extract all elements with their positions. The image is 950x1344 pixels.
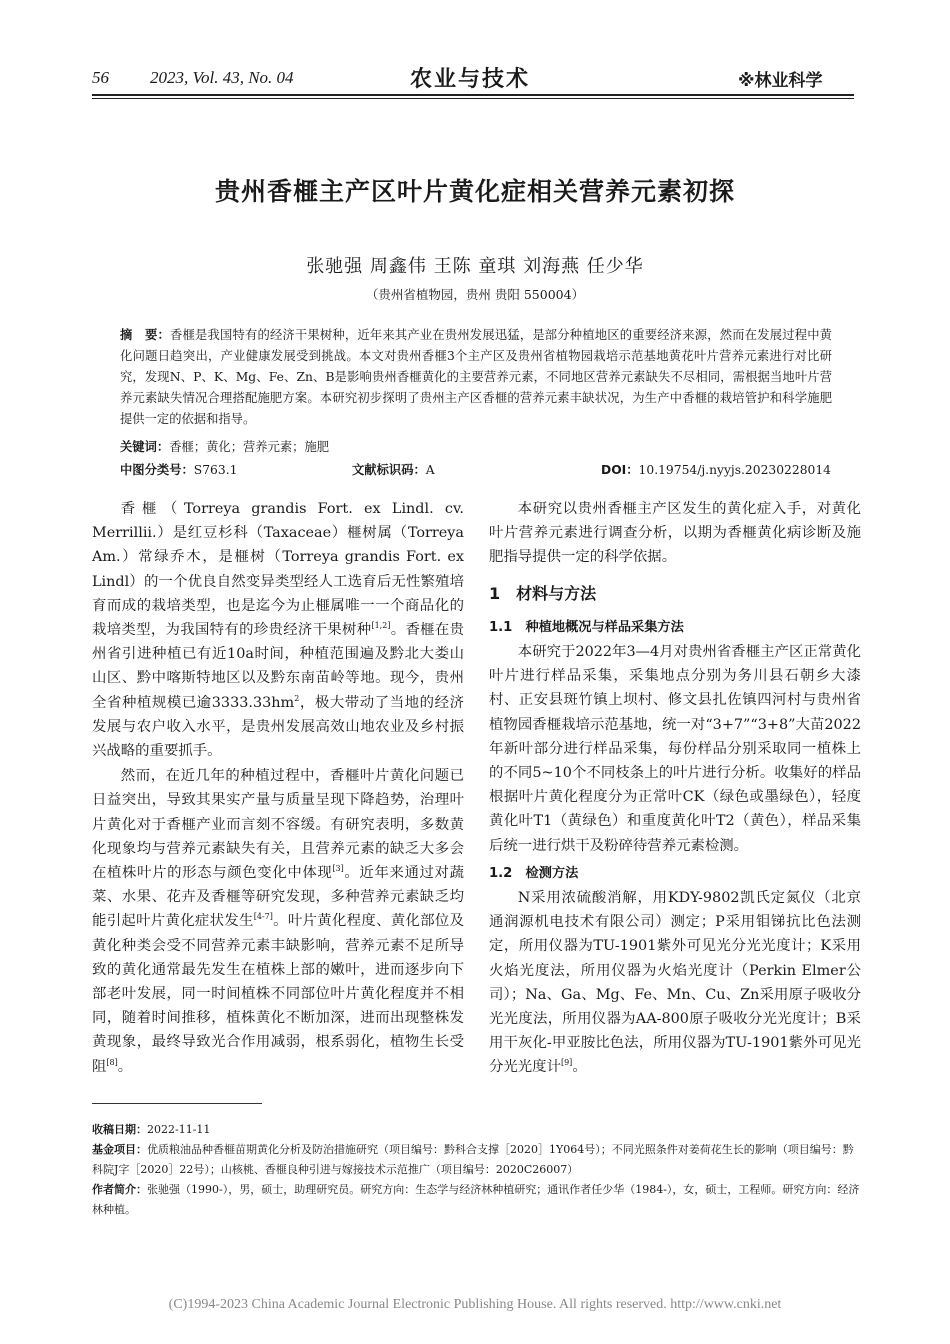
- doi: [601, 460, 831, 478]
- methods-paragraph-2: N采用浓硫酸消解，用KDY-9802凯氏定氮仪（北京通润源机电技术有限公司）测定；P采用钼锑抗比色法测定，所用仪器为TU-1901紫外可见光分光光度计；K采用火焰光度法，所用仪器为火焰光度计（Perkin Elmer公司）；Na、Ga、Mg、Fe、Mn、Cu、Zn采用原子吸收分光光度法，所用仪器为AA-800原子吸收分光光度计；B采用干灰化-甲亚胺比色法，所用仪器为TU-1901紫外可见光分光光度计[9]。: [489, 890, 861, 1076]
- journal-name: 农业与技术: [410, 67, 531, 92]
- classification-label: 中图分类号：: [120, 463, 194, 477]
- footnote-rule: [92, 1103, 262, 1104]
- citation[interactable]: [9]: [560, 1058, 573, 1068]
- doc-code-label: 文献标识码：: [352, 463, 426, 477]
- author-list: 张驰强 周鑫伟 王陈 童琪 刘海燕 任少华: [306, 256, 644, 277]
- footnotes: [92, 1120, 862, 1220]
- journal-issue: 2023, Vol. 43, No. 04: [150, 68, 294, 87]
- citation[interactable]: [3]: [332, 864, 344, 874]
- received-date: 收稿日期：2022-11-11: [92, 1123, 211, 1136]
- citation[interactable]: [1,2]: [371, 621, 391, 631]
- doc-code-value: A: [425, 463, 435, 477]
- intro-paragraph-3: 本研究以贵州香榧主产区发生的黄化症入手，对黄化叶片营养元素进行调查分析，以期为香榧黄化病诊断及施肥指导提供一定的科学依据。: [489, 501, 861, 566]
- keywords-text: 香榧；黄化；营养元素；施肥: [169, 440, 330, 454]
- document-code: [352, 460, 435, 478]
- intro-paragraph-2: 然而，在近几年的种植过程中，香榧叶片黄化问题已日益突出，导致其果实产量与质量呈现下降趋势，治理叶片黄化对于香榧产业而言刻不容缓。有研究表明，多数黄化现象均与营养元素缺失有关，且营养元素的缺乏大多会在植株叶片的形态与颜色变化中体现[3]。近年来通过对蔬菜、水果、花卉及香榧等研究发现，多种营养元素缺乏均能引起叶片黄化症状发生[4-7]。叶片黄化程度、黄化部位及黄化种类会受不同营养元素丰缺影响，营养元素不足所导致的黄化通常最先发生在植株上部的嫩叶，进而逐步向下部老叶发展，同一时间植株不同部位叶片黄化程度并不相同，随着时间推移，植株黄化不断加深，进而出现整株发黄现象，最终导致光合作用减弱，根系弱化，植物生长受阻[8]。: [92, 768, 464, 1075]
- author-bio: 作者简介：张驰强（1990-），男，硕士，助理研究员。研究方向：生态学与经济林种植研究；通讯作者任少华（1984-），女，硕士，工程师。研究方向：经济林种植。: [92, 1183, 860, 1216]
- methods-paragraph-1: 本研究于2022年3—4月对贵州省香榧主产区正常黄化叶片进行样品采集，采集地点分别为务川县石朝乡大漆村、正安县斑竹镇上坝村、修文县扎佐镇四河村与贵州省植物园香榧栽培示范基地，统一对“3+7”“3+8”大苗2022年新叶部分进行样品采集，每份样品分别采取同一植株上的不同5~10个不同枝条上的叶片进行分析。收集好的样品根据叶片黄化程度分为正常叶CK（绿色或墨绿色），轻度黄化叶T1（黄绿色）和重度黄化叶T2（黄色），样品采集后统一进行烘干及粉碎待营养元素检测。: [489, 644, 861, 854]
- page-number: 56: [92, 68, 109, 87]
- abstract-label: 摘 要：: [120, 328, 170, 342]
- right-column: [489, 497, 861, 1081]
- subsection-heading: 1.1 种植地概况与样品采集方法: [489, 619, 684, 635]
- subsection-heading: 1.2 检测方法: [489, 865, 579, 881]
- intro-paragraph-1: 香榧（Torreya grandis Fort. ex Lindl. cv. Merrillii.）是红豆杉科（Taxaceae）榧树属（Torreya Am.）常绿乔木，是榧树（Torreya grandis Fort. ex Lindl）的一个优良自然变异类型经人工选育后无性繁殖培育而成的栽培类型，也是迄今为止榧属唯一一个商品化的栽培类型，为我国特有的珍贵经济干果树种[1,2]。香榧在贵州省引进种植已有近10a时间，种植范围遍及黔北大娄山山区、黔中喀斯特地区以及黔东南苗岭等地。现今，贵州全省种植规模已逾$3333.33hm^2$，极大带动了当地的经济发展与农户收入水平，是贵州发展高效山地农业及乡村振兴战略的重要抓手。: [92, 501, 464, 760]
- classification-value: S763.1: [193, 463, 238, 477]
- header-rule-thin: [92, 98, 854, 99]
- keywords: [120, 437, 832, 455]
- section-heading: 1 材料与方法: [489, 583, 597, 603]
- header-rule: [92, 94, 854, 96]
- abstract-text: 香榧是我国特有的经济干果树种，近年来其产业在贵州发展迅猛，是部分种植地区的重要经济来源，然而在发展过程中黄化问题日趋突出，产业健康发展受到挑战。本文对贵州香榧3个主产区及贵州省植物园栽培示范基地黄花叶片营养元素进行对比研究，发现N、P、K、Mg、Fe、Zn、B是影响贵州香榧黄化的主要营养元素，不同地区营养元素缺失不尽相同，需根据当地叶片营养元素缺失情况合理搭配施肥方案。本研究初步探明了贵州主产区香榧的营养元素丰缺状况，为生产中香榧的栽培管护和科学施肥提供一定的依据和指导。: [120, 328, 832, 426]
- journal-section: ※林业科学: [738, 71, 823, 91]
- abstract: [120, 325, 832, 430]
- citation[interactable]: [4-7]: [253, 912, 273, 922]
- paper-title: 贵州香榧主产区叶片黄化症相关营养元素初探: [214, 177, 735, 206]
- funding: 基金项目：优质粮油品种香榧苗期黄化分析及防治措施研究（项目编号：黔科合支撑［2020］1Y064号）；不同光照条件对姜荷花生长的影响（项目编号：黔科院J字［2020］22号）；山核桃、香榧良种引进与嫁接技术示范推广（项目编号：2020C26007）: [92, 1143, 854, 1176]
- keywords-label: 关键词：: [120, 440, 170, 454]
- left-column: [92, 497, 464, 1080]
- doi-value: 10.19754/j.nyyjs.20230228014: [638, 463, 831, 477]
- classification-number: [120, 460, 237, 478]
- citation[interactable]: [8]: [106, 1057, 118, 1067]
- affiliation: （贵州省植物园，贵州 贵阳 550004）: [365, 287, 585, 302]
- copyright-notice: (C)1994-2023 China Academic Journal Electronic Publishing House. All rights reserved. http://www.cnki.net: [168, 1297, 782, 1312]
- doi-label: DOI：: [601, 463, 639, 477]
